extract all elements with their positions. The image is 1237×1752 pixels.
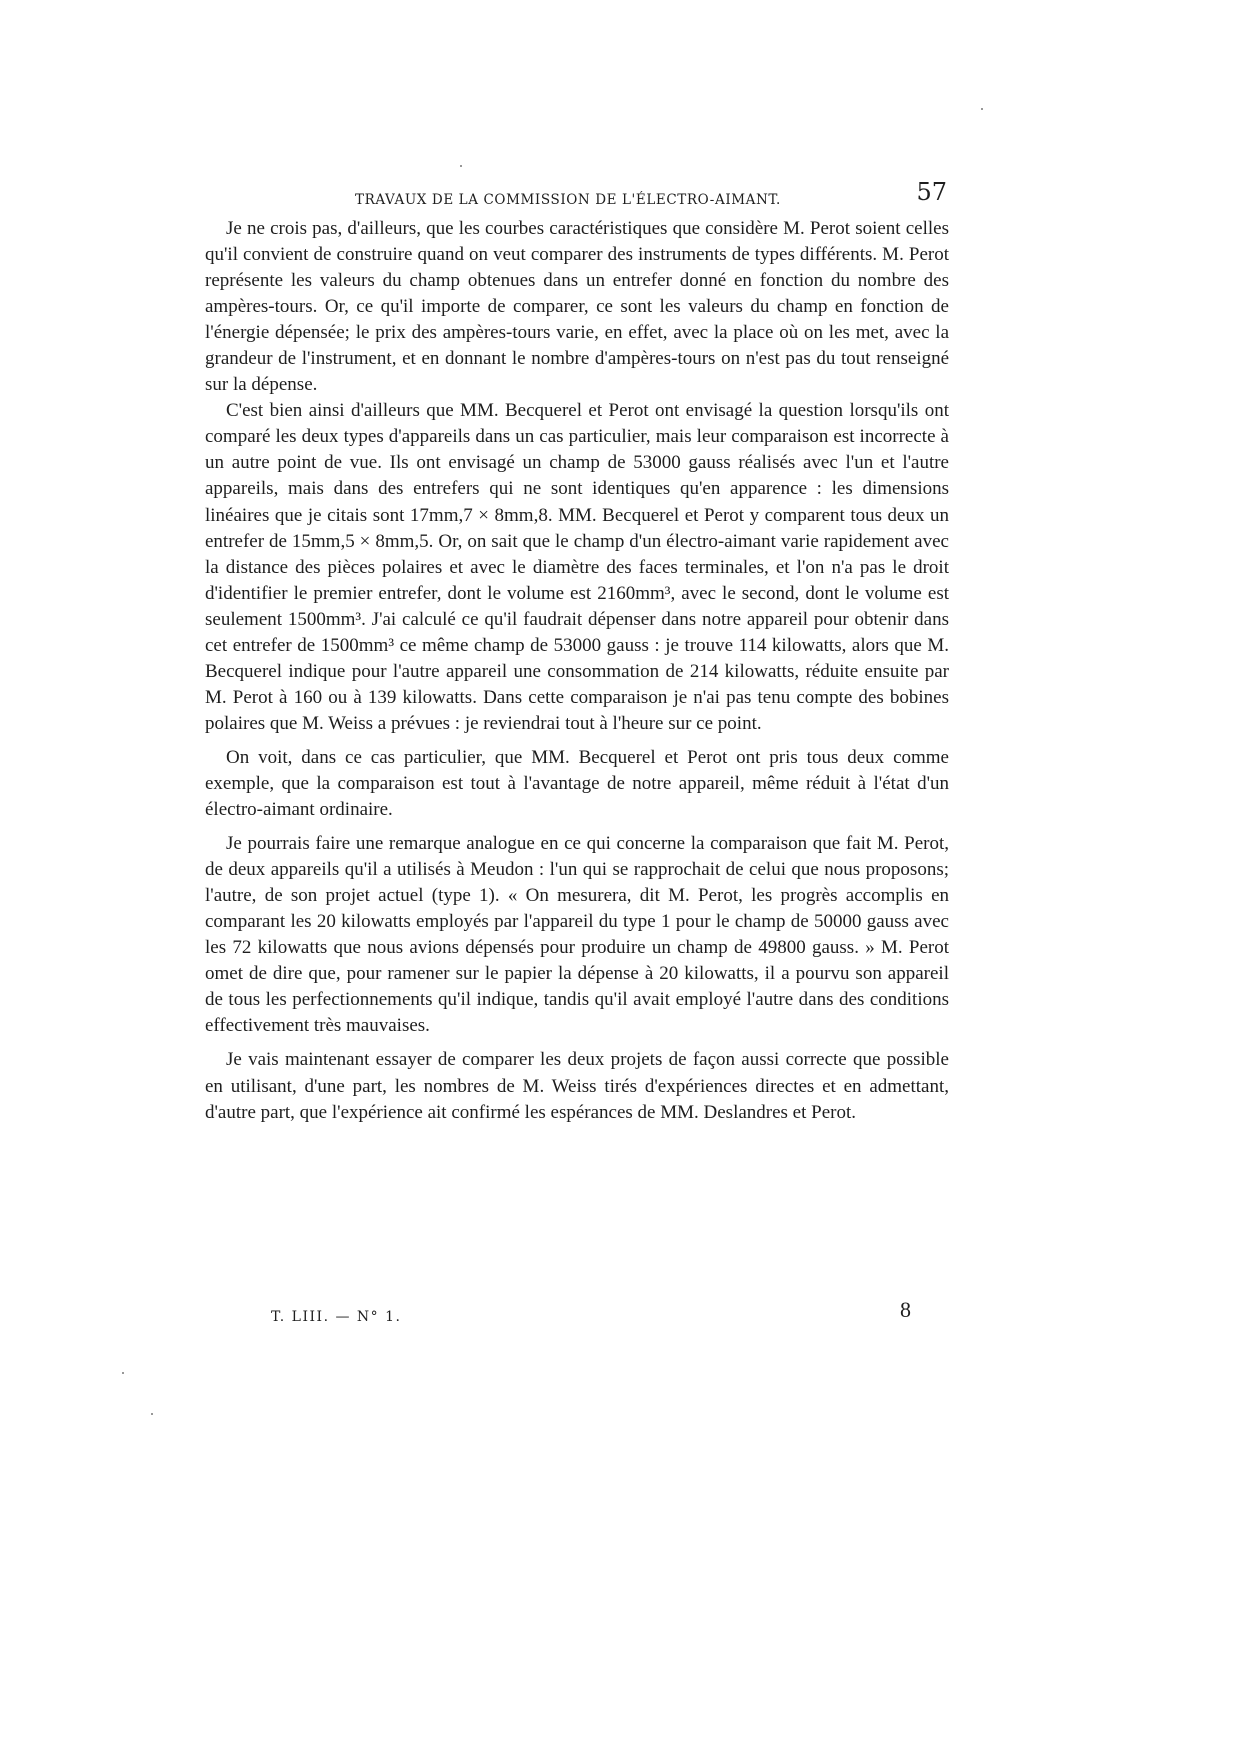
page-number: 57 xyxy=(916,178,947,206)
paragraph-4: Je pourrais faire une remarque analogue en ce qui concerne la comparaison que fait M. Perot, de deux appareils qu'il a utilisés à Meudon : l'un qui se rapprochait de celui que nous proposons; l'autre, de son projet actuel (type 1). « On mesurera, dit M. Perot, les progrès accomplis en comparant les 20 kilowatts employés par l'appareil du type 1 pour le champ de 50000 gauss avec les 72 kilowatts que nous avions dépensés pour produire un champ de 49800 gauss. » M. Perot omet de dire que, pour ramener sur le papier la dépense à 20 kilowatts, il a pourvu son appareil de tous les perfectionnements qu'il indique, tandis qu'il avait employé l'autre dans des conditions effectivement très mauvaises. xyxy=(205,833,949,1037)
scan-speck xyxy=(460,165,462,167)
scan-speck xyxy=(981,108,983,110)
body-text xyxy=(205,216,949,1126)
paragraph-2: C'est bien ainsi d'ailleurs que MM. Becquerel et Perot ont envisagé la question lorsqu'ils ont comparé les deux types d'appareils dans un cas particulier, mais leur comparaison est incorrecte à un autre point de vue. Ils ont envisagé un champ de 53000 gauss réalisés avec l'un et l'autre appareils, mais dans des entrefers qui ne sont identiques qu'en apparence : les dimensions linéaires que je citais sont 17mm,7 × 8mm,8. MM. Becquerel et Perot y comparent tous deux un entrefer de 15mm,5 × 8mm,5. Or, on sait que le champ d'un électro-aimant varie rapidement avec la distance des pièces polaires et avec le diamètre des faces terminales, et l'on n'a pas le droit d'identifier le premier entrefer, dont le volume est 2160mm³, avec le second, dont le volume est seulement 1500mm³. J'ai calculé ce qu'il faudrait dépenser dans notre appareil pour obtenir dans cet entrefer de 1500mm³ ce même champ de 53000 gauss : je trouve 114 kilowatts, alors que M. Becquerel indique pour l'autre appareil une consommation de 214 kilowatts, réduite ensuite par M. Perot à 160 ou à 139 kilowatts. Dans cette comparaison je n'ai pas tenu compte des bobines polaires que M. Weiss a prévues : je reviendrai tout à l'heure sur ce point. xyxy=(205,400,949,734)
scan-speck xyxy=(122,1372,124,1374)
running-head xyxy=(207,178,947,208)
signature-mark: T. LIII. — N° 1. xyxy=(271,1309,402,1325)
running-title: TRAVAUX DE LA COMMISSION DE L'ÉLECTRO-AIMANT. xyxy=(355,192,781,208)
paragraph-3: On voit, dans ce cas particulier, que MM. Becquerel et Perot ont pris tous deux comme exemple, que la comparaison est tout à l'avantage de notre appareil, même réduit à l'état d'un électro-aimant ordinaire. xyxy=(205,746,949,821)
paragraph-1: Je ne crois pas, d'ailleurs, que les courbes caractéristiques que considère M. Perot soient celles qu'il convient de construire quand on veut comparer des instruments de types différents. M. Perot représente les valeurs du champ obtenues dans un entrefer donné en fonction du nombre des ampères-tours. Or, ce qu'il importe de comparer, ce sont les valeurs du champ en fonction de l'énergie dépensée; le prix des ampères-tours varie, en effet, avec la place où on les met, avec la grandeur de l'instrument, et en donnant le nombre d'ampères-tours on n'est pas du tout renseigné sur la dépense. xyxy=(205,218,949,396)
paragraph-5: Je vais maintenant essayer de comparer les deux projets de façon aussi correcte que possible en utilisant, d'une part, les nombres de M. Weiss tirés d'expériences directes et en admettant, d'autre part, que l'expérience ait confirmé les espérances de MM. Deslandres et Perot. xyxy=(205,1049,949,1123)
sheet-number: 8 xyxy=(900,1297,911,1322)
page-footer xyxy=(271,1297,911,1327)
scan-speck xyxy=(151,1413,153,1415)
